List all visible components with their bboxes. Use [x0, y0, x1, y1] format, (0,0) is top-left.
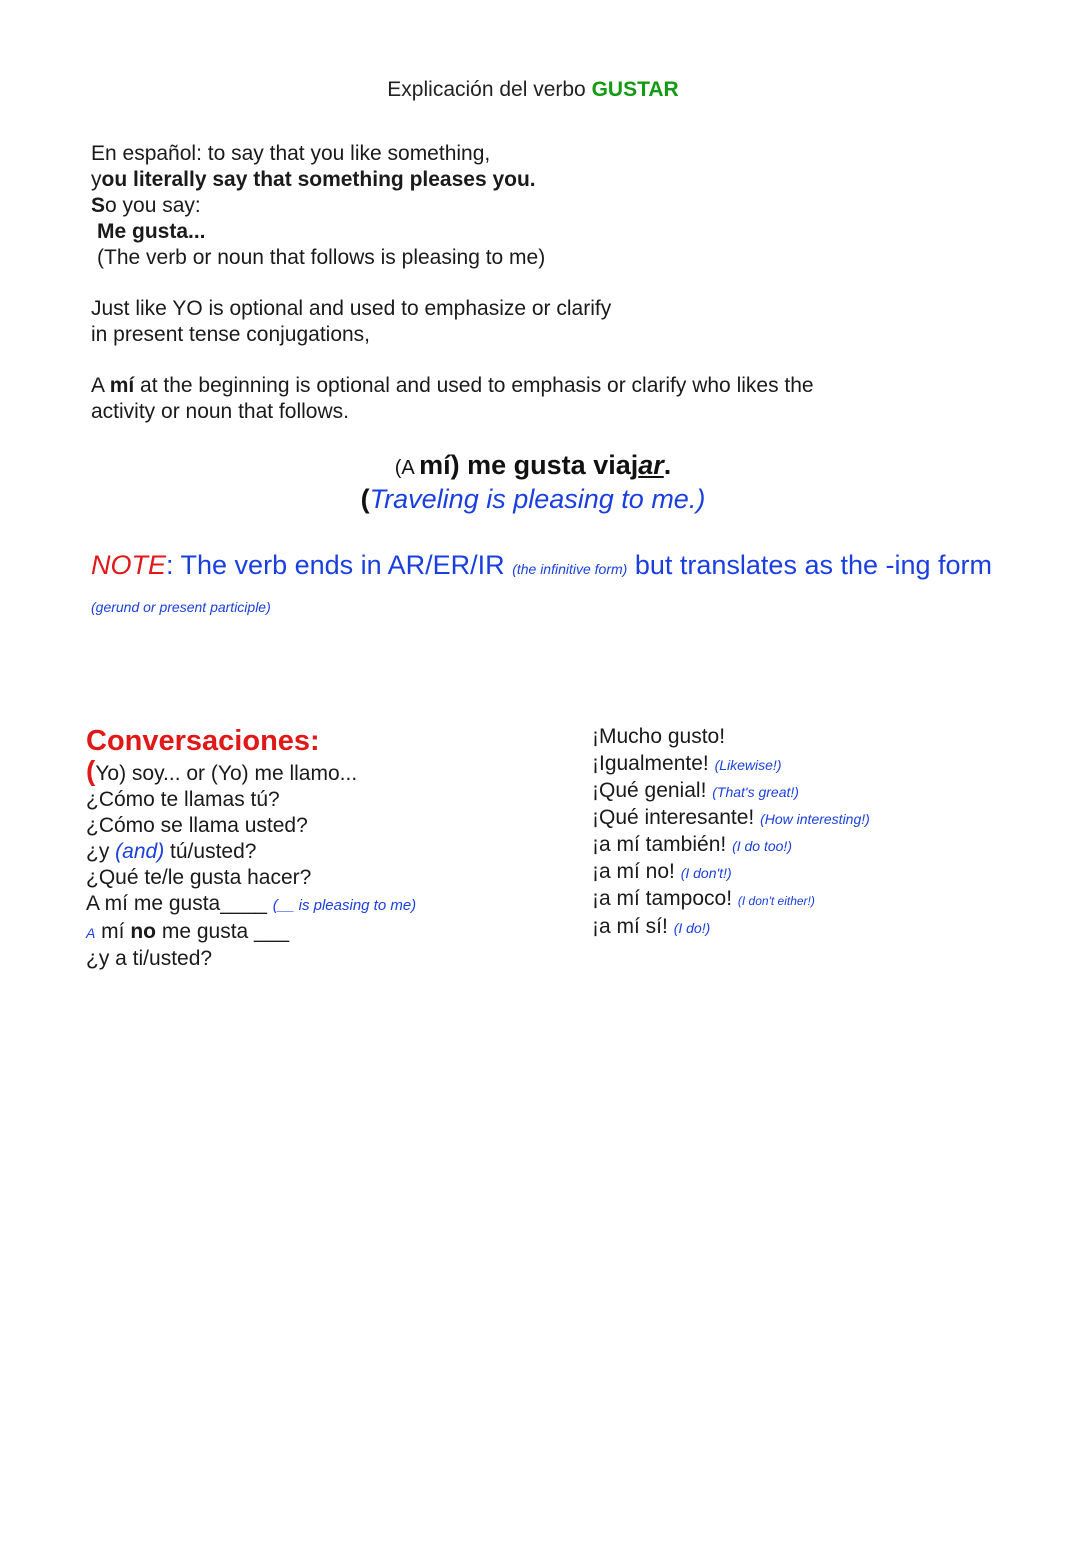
intro-line-2-start: y: [91, 168, 102, 191]
response-text: ¡Qué interesante!: [592, 806, 761, 829]
conv-line-4-blue: (and): [115, 840, 165, 863]
conv-line-7-c: me gusta ___: [156, 920, 290, 943]
intro-paragraph: [91, 141, 545, 271]
ami-start: A: [91, 374, 110, 397]
intro-line-4: Me gusta...: [97, 220, 206, 243]
response-item: [592, 805, 870, 832]
example-translation: [0, 484, 1066, 515]
conv-line-7-a: A: [86, 925, 96, 941]
conv-line-6-blue: (__ is pleasing to me): [272, 897, 417, 914]
conv-line-5: ¿Qué te/le gusta hacer?: [86, 866, 312, 889]
response-note: (How interesting!): [760, 811, 870, 827]
translation-paren: (: [360, 484, 370, 514]
response-item: [592, 778, 870, 805]
example-small: (A: [394, 457, 420, 479]
response-item: [592, 886, 870, 914]
note-text-2: but translates as the -ing form: [627, 550, 993, 580]
note-text-1: : The verb ends in AR/ER/IR: [166, 550, 513, 580]
intro-line-2: [91, 167, 545, 193]
conv-line-6: [86, 891, 416, 919]
response-text: ¡Mucho gusto!: [592, 725, 726, 748]
conv-line-4-b: tú/usted?: [164, 840, 257, 863]
response-item: [592, 751, 870, 778]
conv-line-1-text: Yo) soy... or (Yo) me llamo...: [95, 762, 358, 785]
example-underlined: ar: [638, 450, 664, 480]
response-note: (Likewise!): [714, 757, 782, 773]
response-note: (I don't either!): [737, 894, 815, 908]
intro-line-3: [91, 193, 545, 219]
conversaciones-column: [86, 724, 416, 972]
intro-line-3-bold: S: [91, 194, 106, 217]
response-item: [592, 832, 870, 859]
note-label: NOTE: [91, 550, 167, 580]
conv-line-8: ¿y a ti/usted?: [86, 947, 213, 970]
conv-line-7-b: mí: [95, 920, 131, 943]
title-highlight: GUSTAR: [591, 78, 679, 101]
response-text: ¡Qué genial!: [592, 779, 713, 802]
conv-line-1-paren: (: [86, 755, 96, 786]
conv-line-6-text: A mí me gusta____: [86, 892, 273, 915]
response-item: [592, 724, 870, 751]
response-text: ¡Igualmente!: [592, 752, 715, 775]
note-small-2: (gerund or present participle): [91, 599, 271, 615]
response-item: [592, 914, 870, 941]
conv-line-1: [86, 755, 416, 787]
conversaciones-heading: Conversaciones:: [86, 725, 320, 757]
page-title: [0, 78, 1066, 102]
intro-line-3-rest: o you say:: [105, 194, 201, 217]
conv-line-4: [86, 839, 416, 865]
response-note: (I do!): [673, 920, 711, 936]
example-main: mí) me gusta viaj: [419, 450, 639, 480]
conv-line-4-a: ¿y: [86, 840, 116, 863]
response-text: ¡a mí no!: [592, 860, 681, 883]
response-note: (I do too!): [732, 838, 792, 854]
conv-line-7: [86, 919, 416, 946]
responses-column: [592, 724, 870, 941]
example-sentence: [0, 450, 1066, 481]
ami-rest: at the beginning is optional and used to emphasis or clarify who likes the: [134, 374, 814, 397]
translation-text: Traveling is pleasing to me.): [369, 484, 706, 514]
conv-line-7-bold: no: [130, 920, 156, 943]
ami-bold: mí: [109, 374, 135, 397]
response-text: ¡a mí tampoco!: [592, 887, 738, 910]
note-small-1: (the infinitive form): [512, 561, 628, 577]
response-item: [592, 859, 870, 886]
conv-line-2: ¿Cómo te llamas tú?: [86, 788, 280, 811]
intro-line-1: En español: to say that you like something,: [91, 142, 491, 165]
conv-line-3: ¿Cómo se llama usted?: [86, 814, 308, 837]
example-end: .: [663, 450, 672, 480]
intro-line-2-bold: ou literally say that something pleases you.: [101, 168, 536, 191]
response-note: (I don't!): [680, 865, 732, 881]
note-paragraph: [91, 548, 1021, 624]
ami-line-1: [91, 373, 814, 399]
response-text: ¡a mí sí!: [592, 915, 674, 938]
response-text: ¡a mí también!: [592, 833, 733, 856]
yo-line-2: in present tense conjugations,: [91, 323, 371, 346]
yo-line-1: Just like YO is optional and used to emphasize or clarify: [91, 297, 612, 320]
title-prefix: Explicación del verbo: [387, 78, 592, 101]
ami-line-2: activity or noun that follows.: [91, 400, 349, 423]
intro-line-5: (The verb or noun that follows is pleasing to me): [97, 246, 546, 269]
response-note: (That's great!): [712, 784, 799, 800]
yo-paragraph: [91, 296, 611, 348]
ami-paragraph: [91, 373, 814, 425]
